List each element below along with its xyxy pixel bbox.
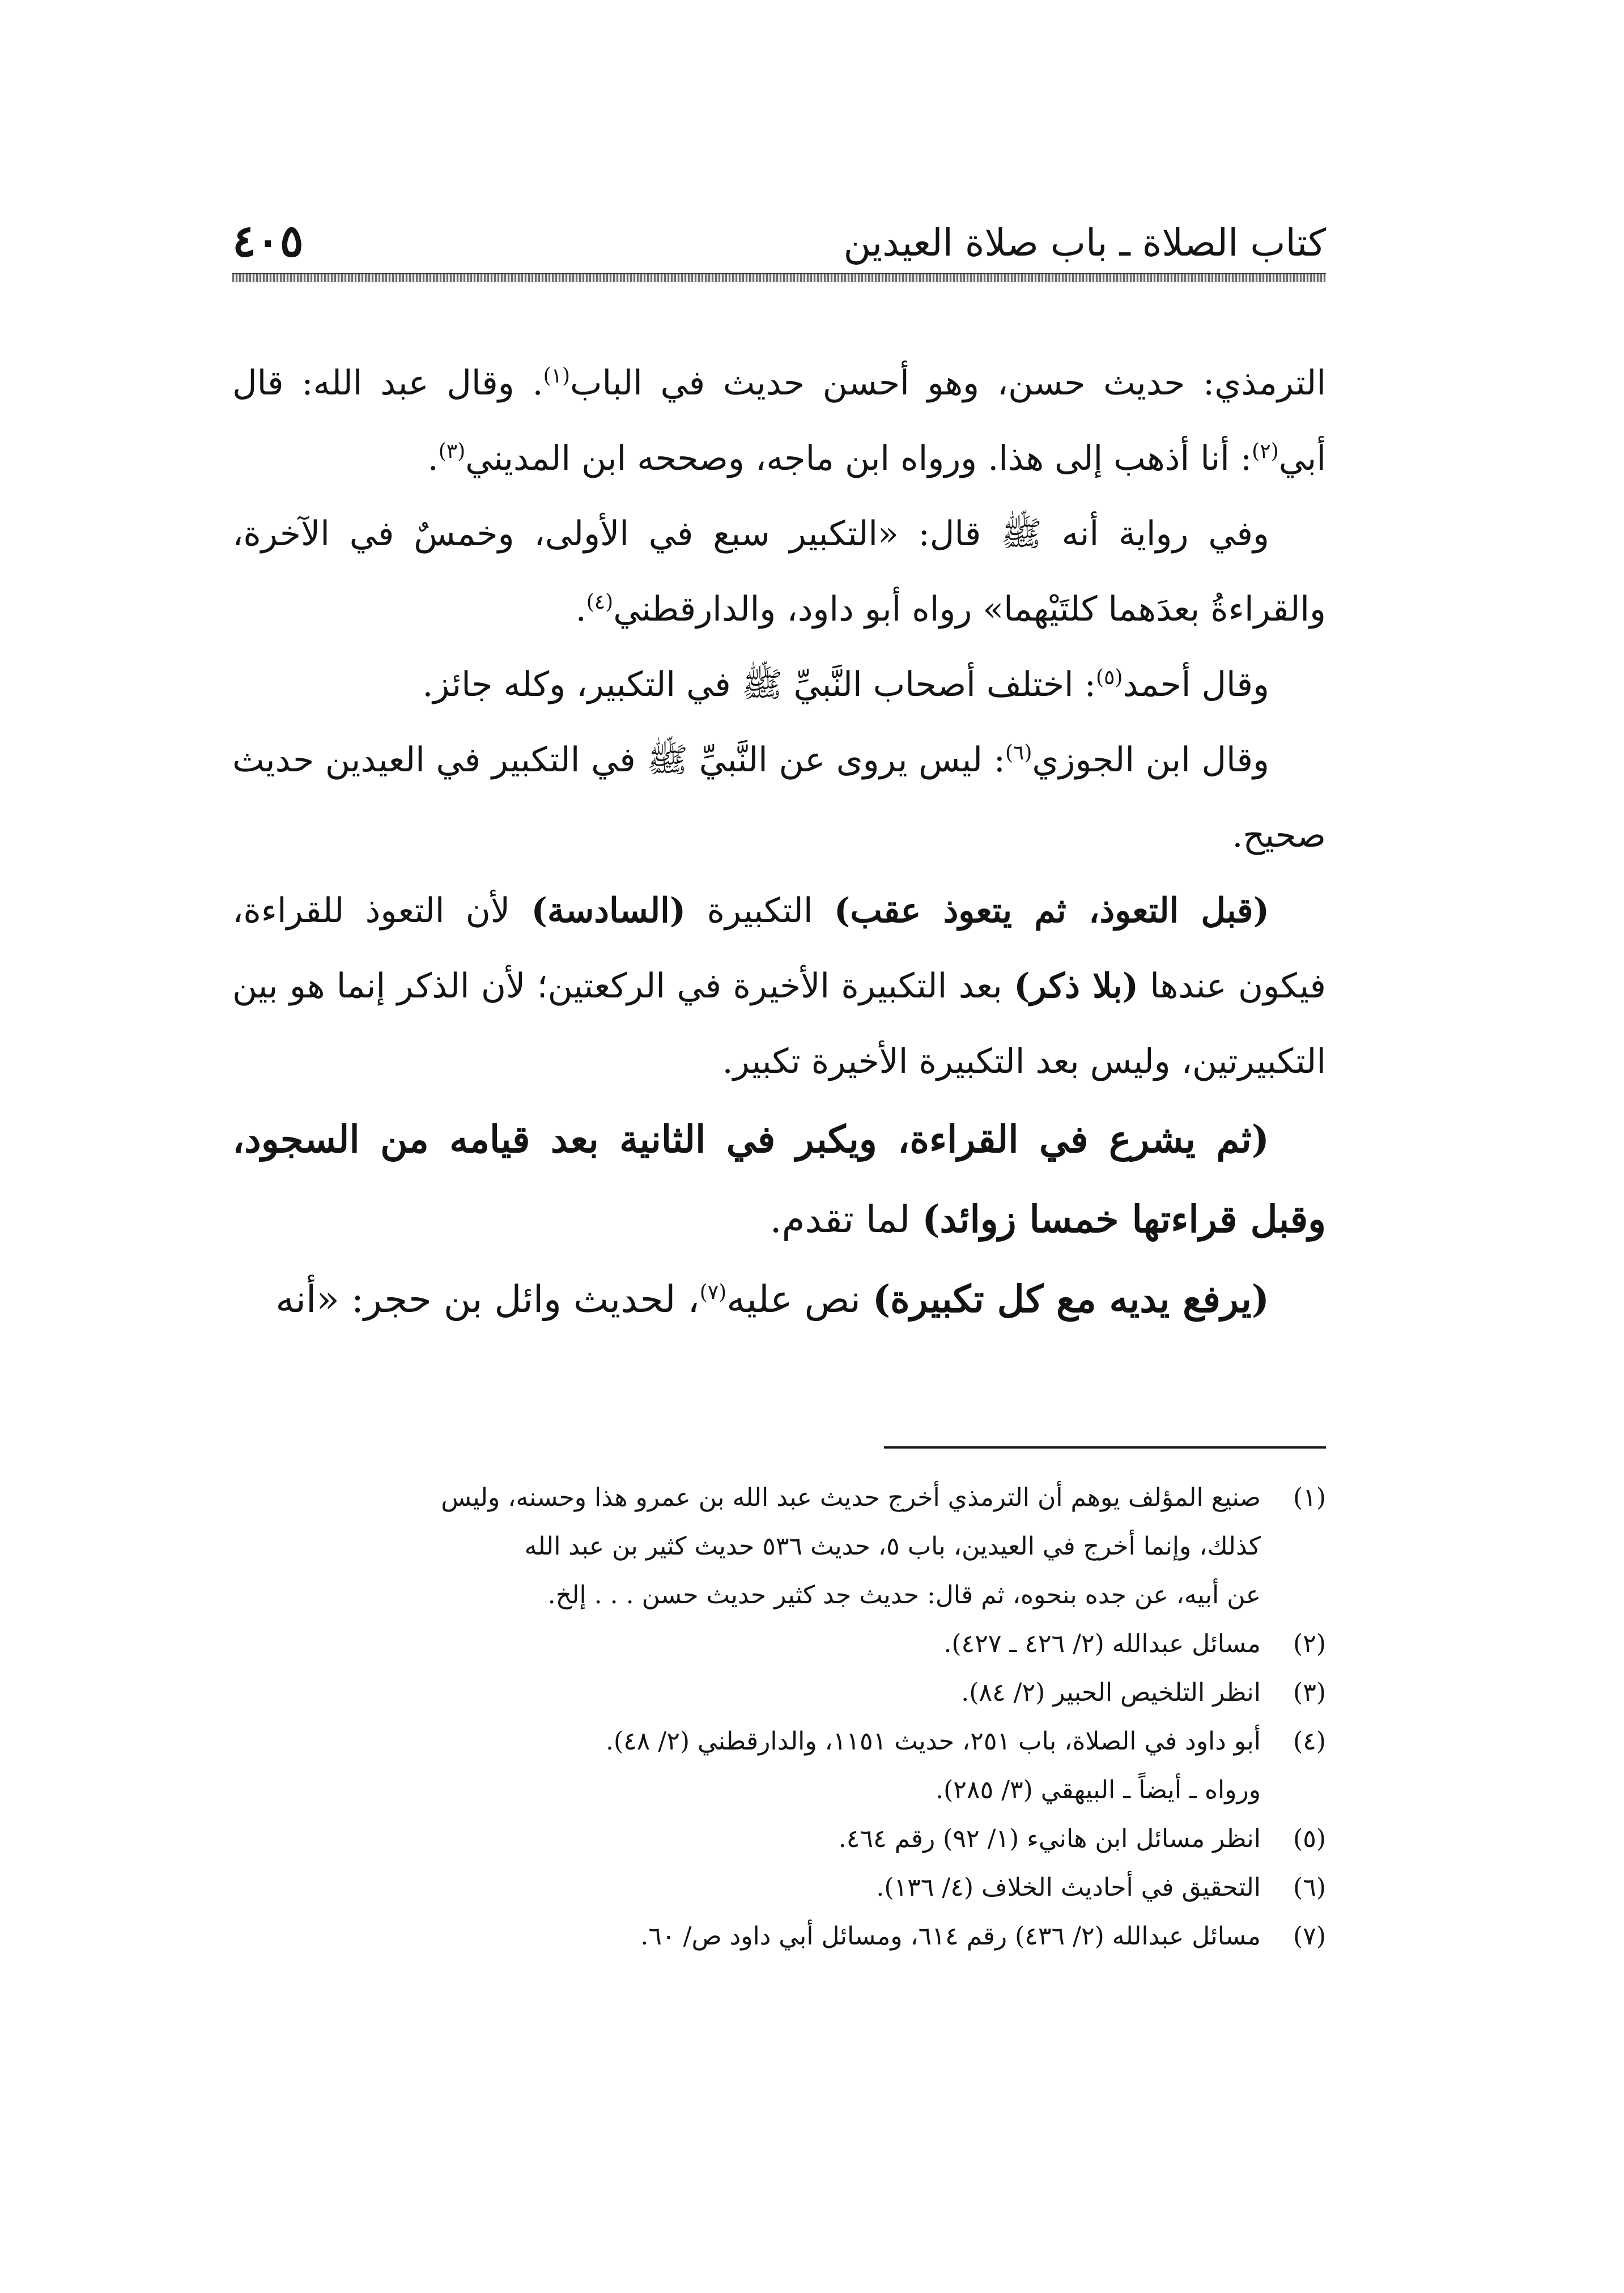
footnote-line: ورواه ـ أيضاً ـ البيهقي (٣/ ٢٨٥). (936, 1776, 1261, 1804)
matn-text: (قبل التعوذ، ثم يتعوذ عقب) (834, 891, 1269, 931)
footnotes (232, 1474, 1326, 1961)
footnote-ref-5[interactable]: (٥) (1096, 666, 1123, 689)
footnote-line: مسائل عبدالله (٢/ ٤٣٦) رقم ٦١٤، ومسائل أبي داود ص/ ٦٠. (640, 1922, 1261, 1951)
paragraph-1 (232, 346, 1326, 496)
footnote-line: التحقيق في أحاديث الخلاف (٤/ ١٣٦). (876, 1873, 1261, 1902)
paragraph-5 (232, 873, 1326, 1099)
footnote-number: (٣) (1293, 1678, 1326, 1707)
paragraph-text: : ليس يروى عن النَّبيِّ ﷺ في التكبير في العيدين حديث صحيح. (232, 740, 1326, 855)
paragraph-text: نص عليه (726, 1277, 873, 1321)
footnote-text (232, 1474, 1261, 1620)
footnote-ref-2[interactable]: (٢) (1252, 440, 1279, 463)
running-header (232, 215, 1326, 272)
footnote-divider (884, 1446, 1326, 1449)
footnote-line: أبو داود في الصلاة، باب ٢٥١، حديث ١١٥١، والدارقطني (٢/ ٤٨). (606, 1727, 1261, 1756)
book-page (232, 0, 1326, 2293)
footnote-ref-1[interactable]: (١) (543, 364, 570, 388)
paragraph-text: . (575, 589, 586, 629)
paragraph-text: . (427, 439, 439, 478)
footnote-text (232, 1717, 1261, 1815)
footnote-number: (٤) (1293, 1727, 1326, 1756)
paragraph-6 (232, 1099, 1326, 1259)
paragraph-text: وفي رواية أنه ﷺ قال: «التكبير سبع في الأولى، وخمسٌ في الآخرة، والقراءةُ بعدَهما كلتَيْهما» رواه أبو داود، والدارقطني (232, 514, 1326, 629)
footnote-number: (٥) (1293, 1824, 1326, 1853)
matn-text: (السادسة) (531, 891, 686, 931)
footnote-number: (٦) (1293, 1873, 1326, 1902)
footnote-line: انظر مسائل ابن هانيء (١/ ٩٢) رقم ٤٦٤. (838, 1824, 1261, 1853)
paragraph-2 (232, 496, 1326, 647)
matn-text: (ثم يشرع في القراءة، ويكبر في الثانية بعد قيامه من السجود، وقبل قراءتها خمسا زوائد) (232, 1117, 1326, 1241)
paragraph-text: الترمذي: حديث حسن، وهو أحسن حديث في الباب (570, 363, 1327, 403)
footnote-4 (232, 1717, 1326, 1815)
paragraph-text: لأن التعوذ للقراءة، فيكون عندها (232, 891, 1326, 1006)
paragraph-text: بعد التكبيرة الأخيرة في الركعتين؛ لأن الذكر إنما هو بين التكبيرتين، وليس بعد التكبيرة الأخيرة تكبير. (232, 966, 1326, 1081)
header-title: كتاب الصلاة ـ باب صلاة العيدين (843, 221, 1326, 265)
footnote-ref-3[interactable]: (٣) (438, 440, 466, 463)
footnote-text (232, 1912, 1261, 1961)
footnote-1 (232, 1474, 1326, 1620)
paragraph-text: وقال أحمد (1123, 665, 1269, 704)
paragraph-text: التكبيرة (686, 891, 834, 931)
footnote-text (232, 1620, 1261, 1668)
paragraph-text: ، لحديث وائل بن حجر: «أنه (275, 1277, 700, 1321)
paragraph-text: : اختلف أصحاب النَّبيِّ ﷺ في التكبير، وكله جائز. (422, 665, 1096, 704)
footnote-line: انظر التلخيص الحبير (٢/ ٨٤). (961, 1678, 1261, 1707)
footnote-5 (232, 1815, 1326, 1863)
paragraph-text: : أنا أذهب إلى هذا. ورواه ابن ماجه، وصححه ابن المديني (465, 439, 1252, 478)
footnote-number: (٧) (1293, 1922, 1326, 1951)
main-text (232, 346, 1326, 1339)
footnote-line: مسائل عبدالله (٢/ ٤٢٦ ـ ٤٢٧). (943, 1629, 1261, 1658)
footnote-2 (232, 1620, 1326, 1668)
footnote-7 (232, 1912, 1326, 1961)
paragraph-text: . وقال عبد الله: قال أبي (232, 363, 1326, 478)
matn-text: (يرفع يديه مع كل تكبيرة) (872, 1277, 1269, 1321)
footnote-ref-4[interactable]: (٤) (586, 591, 614, 614)
paragraph-7 (232, 1259, 1326, 1339)
footnote-line: صنيع المؤلف يوهم أن الترمذي أخرج حديث عبد الله بن عمرو هذا وحسنه، وليس (441, 1483, 1261, 1512)
footnote-text (232, 1815, 1261, 1863)
footnote-number: (١) (1293, 1483, 1326, 1512)
page-number: ٤٠٥ (232, 215, 304, 267)
footnote-number: (٢) (1293, 1629, 1326, 1658)
footnote-text (232, 1668, 1261, 1717)
paragraph-text: لما تقدم. (770, 1198, 922, 1241)
footnote-ref-6[interactable]: (٦) (1005, 741, 1032, 765)
paragraph-4 (232, 723, 1326, 873)
footnote-text (232, 1863, 1261, 1912)
footnote-6 (232, 1863, 1326, 1912)
footnote-ref-7[interactable]: (٧) (699, 1281, 727, 1304)
matn-text: (بلا ذكر) (1014, 966, 1139, 1006)
footnote-3 (232, 1668, 1326, 1717)
paragraph-text: وقال ابن الجوزي (1032, 740, 1269, 780)
footnote-line: عن أبيه، عن جده بنحوه، ثم قال: حديث جد كثير حديث حسن . . . إلخ. (547, 1581, 1261, 1610)
paragraph-3 (232, 647, 1326, 723)
footnote-line: كذلك، وإنما أخرج في العيدين، باب ٥، حديث ٥٣٦ حديث كثير بن عبد الله (524, 1532, 1261, 1561)
header-divider (232, 273, 1326, 282)
